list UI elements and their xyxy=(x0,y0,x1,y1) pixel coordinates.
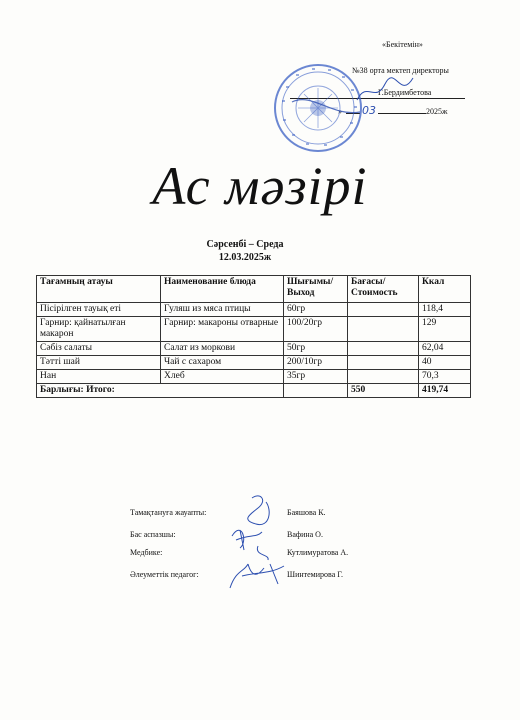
cell-portion: 100/20гр xyxy=(284,317,348,342)
header-portion: Шығымы/ Выход xyxy=(284,276,348,303)
handwritten-signatures-icon xyxy=(222,490,292,590)
cell-price xyxy=(348,370,419,384)
signature-role: Медбике: xyxy=(130,548,163,557)
cell-dish-kz: Пісірілген тауық еті xyxy=(37,303,161,317)
cell-portion: 200/10гр xyxy=(284,356,348,370)
cell-dish-kz: Сәбіз салаты xyxy=(37,342,161,356)
cell-dish-kz: Нан xyxy=(37,370,161,384)
table-row xyxy=(37,317,471,342)
approval-day: 03 xyxy=(362,104,376,117)
approval-date: » 03 2025ж xyxy=(338,104,448,117)
total-kcal: 419,74 xyxy=(419,384,471,398)
table-row xyxy=(37,356,471,370)
approval-director: №38 орта мектеп директоры xyxy=(352,66,449,75)
total-price: 550 xyxy=(348,384,419,398)
signature-role: Әлеуметтік педагог: xyxy=(130,570,199,579)
approval-director-name: Г.Бердимбетова xyxy=(378,88,432,97)
seal-stamp-icon xyxy=(272,62,364,154)
total-label: Барлығы: Итого: xyxy=(37,384,284,398)
signature-name: Баяшова К. xyxy=(287,508,326,517)
cell-portion: 35гр xyxy=(284,370,348,384)
cell-portion: 60гр xyxy=(284,303,348,317)
cell-kcal: 70,3 xyxy=(419,370,471,384)
table-row xyxy=(37,342,471,356)
day-of-week: Сәрсенбі – Среда xyxy=(206,239,284,250)
table-row xyxy=(37,370,471,384)
cell-dish-ru: Хлеб xyxy=(161,370,284,384)
total-empty xyxy=(284,384,348,398)
cell-kcal: 40 xyxy=(419,356,471,370)
signature-role: Тамақтануға жауапты: xyxy=(130,508,207,517)
signature-name: Шинтемирова Г. xyxy=(287,570,343,579)
menu-table xyxy=(36,275,471,398)
header-dish-kz: Тағамның атауы xyxy=(37,276,161,303)
signature-name: Кутлимуратова А. xyxy=(287,548,349,557)
cell-kcal: 118,4 xyxy=(419,303,471,317)
cell-dish-ru: Чай с сахаром xyxy=(161,356,284,370)
document-title: Ас мәзірі xyxy=(152,156,368,216)
signature-name: Вафина О. xyxy=(287,530,323,539)
cell-dish-kz: Гарнир: қайнатылған макарон xyxy=(37,317,161,342)
header-price: Бағасы/ Стоимость xyxy=(348,276,419,303)
cell-portion: 50гр xyxy=(284,342,348,356)
cell-price xyxy=(348,303,419,317)
header-kcal: Ккал xyxy=(419,276,471,303)
cell-kcal: 62,04 xyxy=(419,342,471,356)
cell-dish-ru: Гуляш из мяса птицы xyxy=(161,303,284,317)
cell-dish-ru: Салат из моркови xyxy=(161,342,284,356)
menu-date: 12.03.2025ж xyxy=(218,252,272,263)
header-dish-ru: Наименование блюда xyxy=(161,276,284,303)
table-header-row xyxy=(37,276,471,303)
approval-year: 2025ж xyxy=(426,107,448,116)
director-signature-icon xyxy=(355,70,415,110)
table-row xyxy=(37,303,471,317)
cell-dish-kz: Тәтті шай xyxy=(37,356,161,370)
approval-title: «Бекітемін» xyxy=(382,40,423,49)
cell-price xyxy=(348,342,419,356)
cell-price xyxy=(348,317,419,342)
signature-role: Бас аспазшы: xyxy=(130,530,176,539)
cell-dish-ru: Гарнир: макароны отварные xyxy=(161,317,284,342)
cell-price xyxy=(348,356,419,370)
cell-kcal: 129 xyxy=(419,317,471,342)
table-total-row xyxy=(37,384,471,398)
